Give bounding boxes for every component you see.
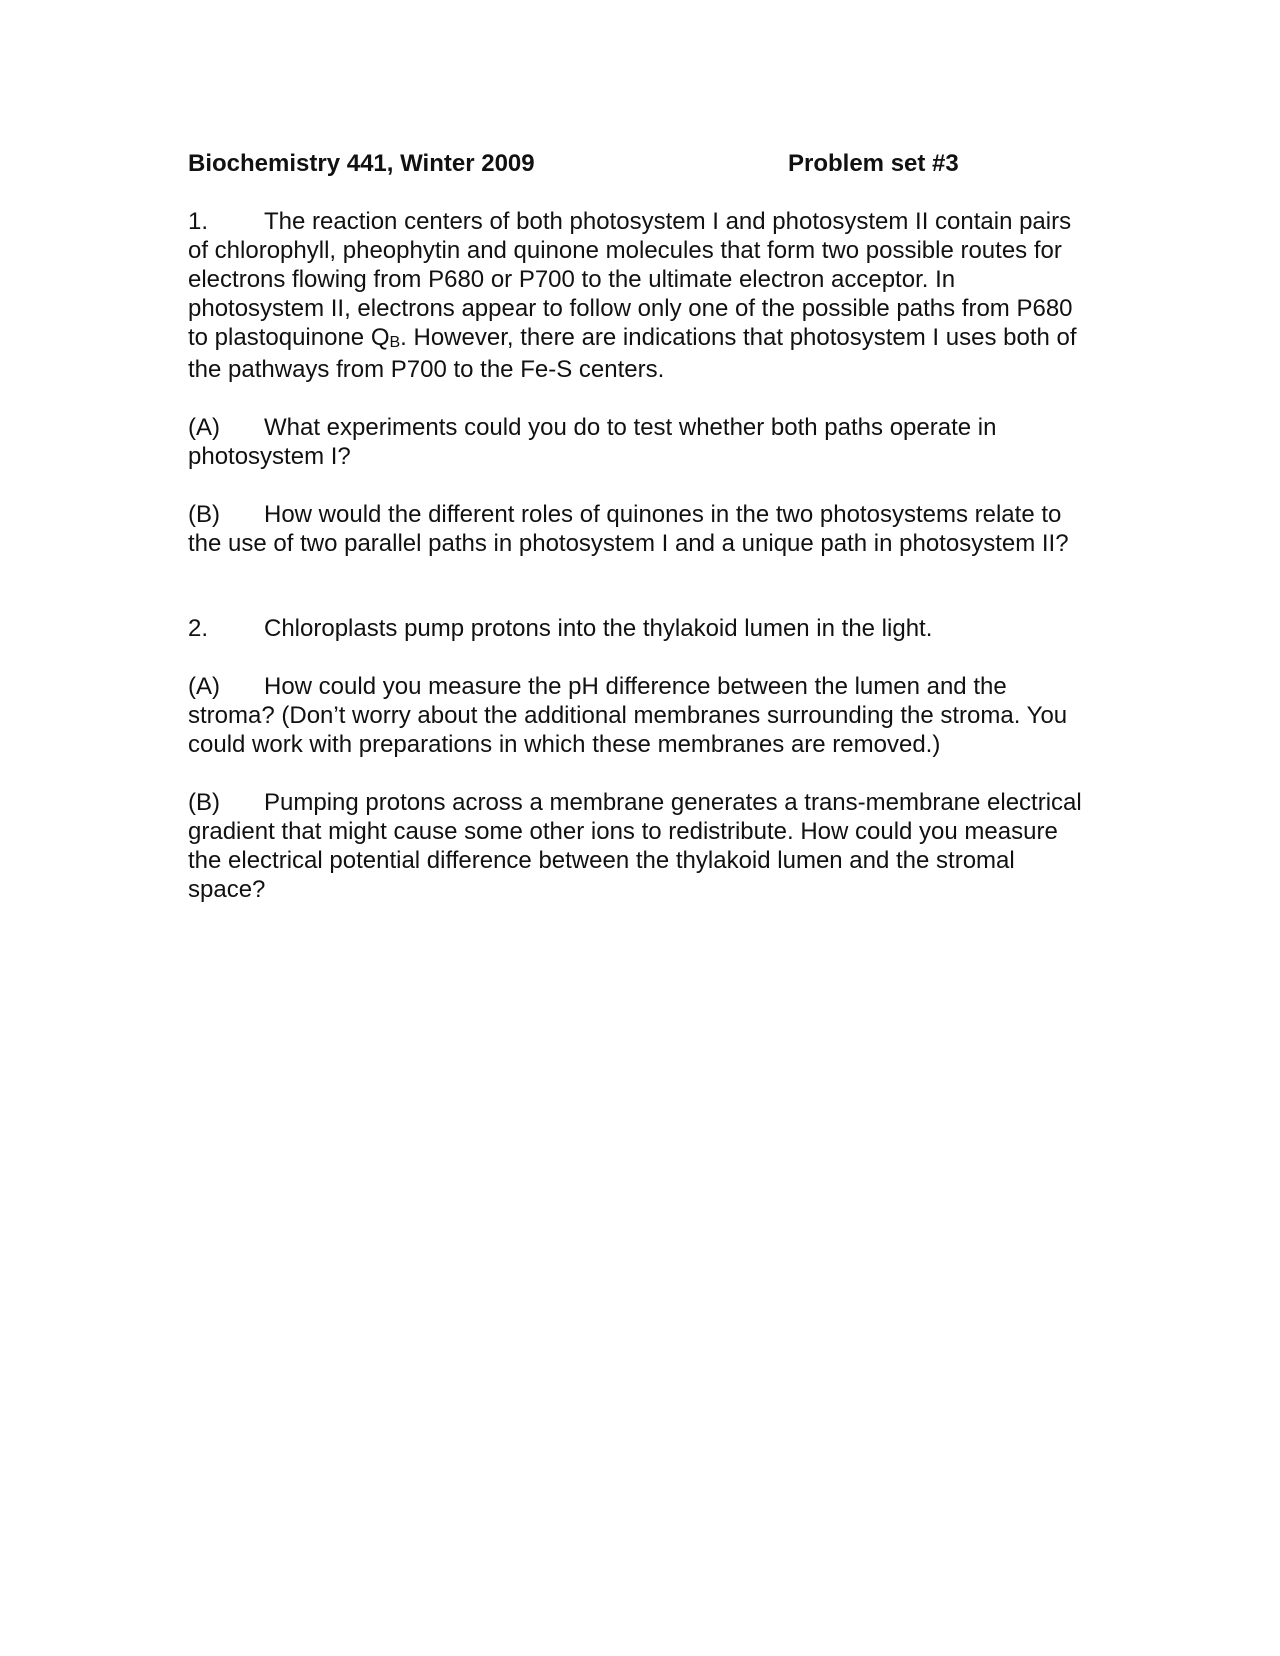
question-1-text-continued: . However, there are indications that photosystem I uses both of the pathways from P700 to the Fe-S centers. bbox=[188, 324, 1077, 383]
question-1-subscript: B bbox=[389, 334, 401, 351]
spacer bbox=[188, 558, 1088, 614]
question-2 bbox=[188, 614, 1088, 643]
question-1b-label: (B) bbox=[188, 501, 220, 528]
question-1a-label: (A) bbox=[188, 414, 220, 441]
question-1-number: 1. bbox=[188, 208, 209, 235]
spacer bbox=[188, 471, 1088, 500]
question-1a bbox=[188, 413, 1088, 471]
question-1a-text: What experiments could you do to test whether both paths operate in photosystem I? bbox=[188, 414, 997, 470]
question-2b-label: (B) bbox=[188, 789, 220, 816]
question-2-number: 2. bbox=[188, 615, 209, 642]
question-2a-label: (A) bbox=[188, 673, 220, 700]
question-2a bbox=[188, 672, 1088, 759]
question-2b bbox=[188, 788, 1088, 904]
question-1-text: The reaction centers of both photosystem I and photosystem II contain pairs of chlorophyll, pheophytin and quinone molecules that form two possible routes for electrons flowing from P680 or P700 to the ultimate electron acceptor. In photosystem II, electrons appear to follow only one of the possible paths from P680 to plastoquinone Q bbox=[188, 208, 1073, 351]
question-1 bbox=[188, 207, 1088, 384]
question-2b-text: Pumping protons across a membrane generates a trans-membrane electrical gradient that might cause some other ions to redistribute. How could you measure the electrical potential difference between the thylakoid lumen and the stromal space? bbox=[188, 789, 1082, 903]
spacer bbox=[188, 384, 1088, 413]
question-2-text: Chloroplasts pump protons into the thylakoid lumen in the light. bbox=[264, 615, 933, 642]
question-2a-text: How could you measure the pH difference between the lumen and the stroma? (Don’t worry about the additional membranes surrounding the stroma. You could work with preparations in which these membranes are removed.) bbox=[188, 673, 1068, 758]
course-title: Biochemistry 441, Winter 2009 bbox=[188, 150, 535, 177]
document-body bbox=[188, 207, 1088, 904]
spacer bbox=[188, 643, 1088, 672]
spacer bbox=[188, 759, 1088, 788]
question-1b-text: How would the different roles of quinones in the two photosystems relate to the use of two parallel paths in photosystem I and a unique path in photosystem II? bbox=[188, 501, 1069, 557]
problem-set-title: Problem set #3 bbox=[788, 150, 959, 177]
question-1b bbox=[188, 500, 1088, 558]
document-header bbox=[188, 147, 1088, 181]
